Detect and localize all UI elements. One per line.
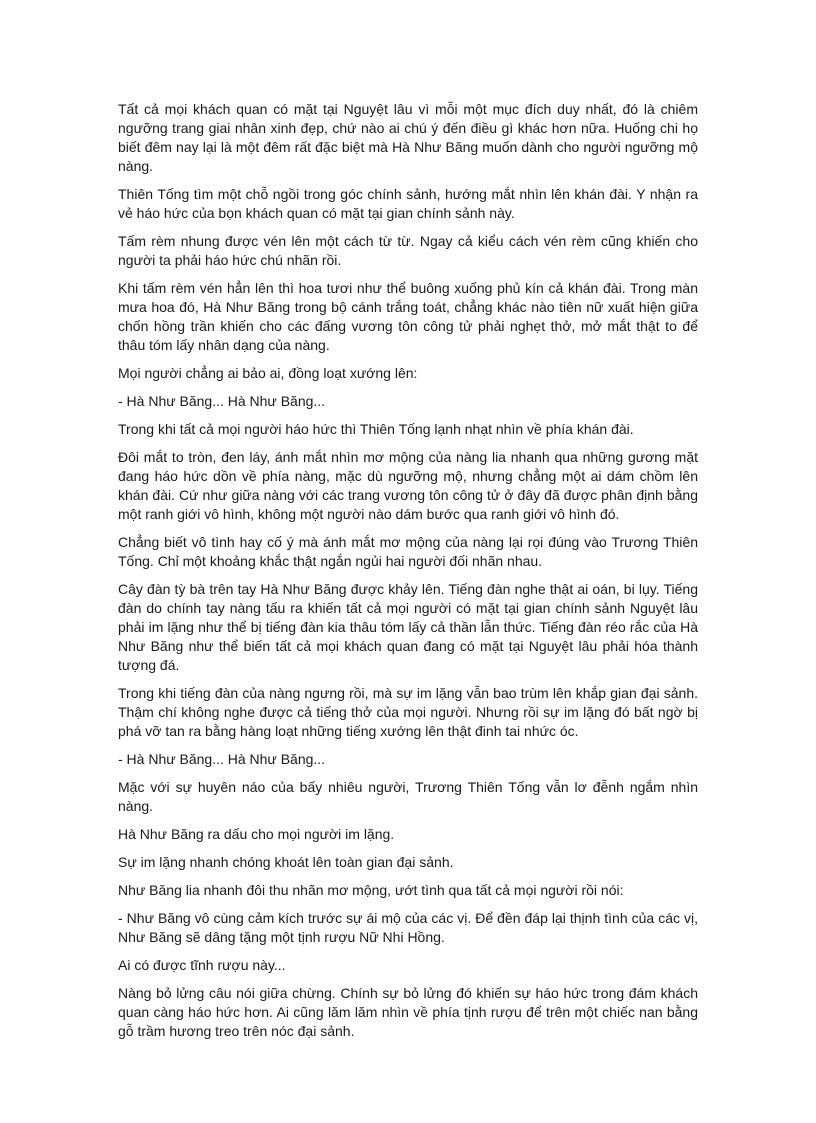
paragraph: Thiên Tống tìm một chỗ ngồi trong góc chính sảnh, hướng mắt nhìn lên khán đài. Y nhận ra vẻ háo hức của bọn khách quan có mặt tại gian chính sảnh này. [118,186,698,221]
paragraph: Tất cả mọi khách quan có mặt tại Nguyệt lâu vì mỗi một mục đích duy nhất, đó là chiêm ngưỡng trang giai nhân xinh đẹp, chứ nào ai chú ý đến điều gì khác hơn nữa. Huống chi họ biết đêm nay lại là một đêm rất đặc biệt mà Hà Như Băng muốn dành cho người ngưỡng mộ nàng. [118,101,698,174]
paragraph: Cây đàn tỳ bà trên tay Hà Như Băng được khảy lên. Tiếng đàn nghe thật ai oán, bi lụy. Tiếng đàn do chính tay nàng tấu ra khiến tất cả mọi người có mặt tại gian chính sảnh Nguyệt lâu phải im lặng như thể bị tiếng đàn kia thâu tóm lấy cả thần lẫn thức. Tiếng đàn réo rắc của Hà Như Băng như thể biến tất cả mọi khách quan đang có mặt tại Nguyệt lâu phải hóa thành tượng đá. [118,581,698,673]
paragraph: Sự im lặng nhanh chóng khoát lên toàn gian đại sảnh. [118,854,454,870]
paragraph: Nàng bỏ lửng câu nói giữa chừng. Chính sự bỏ lửng đó khiến sự háo hức trong đám khách quan càng háo hức hơn. Ai cũng lăm lăm nhìn về phía tịnh rượu để trên một chiếc nan bằng gỗ trầm hương treo trên nóc đại sảnh. [118,985,698,1039]
document-page [118,100,698,1050]
paragraph: Mọi người chẳng ai bảo ai, đồng loạt xướng lên: [118,365,418,381]
paragraph: Hà Như Băng ra dấu cho mọi người im lặng. [118,826,395,842]
paragraph: Trong khi tiếng đàn của nàng ngưng rồi, mà sự im lặng vẫn bao trùm lên khắp gian đại sảnh. Thậm chí không nghe được cả tiếng thở của mọi người. Nhưng rồi sự im lặng đó bất ngờ bị phá vỡ tan ra bằng hàng loạt những tiếng xướng lên thật đinh tai nhức óc. [118,685,698,739]
paragraph: Khi tấm rèm vén hẳn lên thì hoa tươi như thể buông xuống phủ kín cả khán đài. Trong màn mưa hoa đó, Hà Như Băng trong bộ cánh trắng toát, chẳng khác nào tiên nữ xuất hiện giữa chốn hồng trần khiến cho các đấng vương tôn công tử phải nghẹt thở, mở mắt thật to để thâu tóm lấy nhân dạng của nàng. [118,280,698,353]
paragraph: Ai có được tĩnh rượu này... [118,957,286,973]
dialogue-line: - Hà Như Băng... Hà Như Băng... [118,393,326,409]
paragraph: Mặc với sự huyên náo của bấy nhiêu người, Trương Thiên Tống vẫn lơ đễnh ngắm nhìn nàng. [118,779,698,814]
dialogue-line: - Hà Như Băng... Hà Như Băng... [118,751,326,767]
paragraph: Như Băng lia nhanh đôi thu nhãn mơ mộng, ướt tình qua tất cả mọi người rồi nói: [118,882,624,898]
paragraph: Tấm rèm nhung được vén lên một cách từ từ. Ngay cả kiểu cách vén rèm cũng khiến cho người ta phải háo hức chú nhãn rồi. [118,233,698,268]
paragraph: Trong khi tất cả mọi người háo hức thì Thiên Tống lạnh nhạt nhìn về phía khán đài. [118,421,634,437]
paragraph: Đôi mắt to tròn, đen láy, ánh mắt nhìn mơ mộng của nàng lia nhanh qua những gương mặt đang háo hức dồn về phía nàng, mặc dù ngưỡng mộ, nhưng chẳng một ai dám chồm lên khán đài. Cứ như giữa nàng với các trang vương tôn công tử ở đây đã được phân định bằng một ranh giới vô hình, không một người nào dám bước qua ranh giới vô hình đó. [118,449,698,522]
dialogue-line: - Như Băng vô cùng cảm kích trước sự ái mộ của các vị. Để đền đáp lại thịnh tình của các vị, Như Băng sẽ dâng tặng một tịnh rượu Nữ Nhi Hồng. [118,910,698,945]
paragraph: Chẳng biết vô tình hay cố ý mà ánh mắt mơ mộng của nàng lại rọi đúng vào Trương Thiên Tống. Chỉ một khoảng khắc thật ngắn ngủi hai người đối nhãn nhau. [118,534,698,569]
